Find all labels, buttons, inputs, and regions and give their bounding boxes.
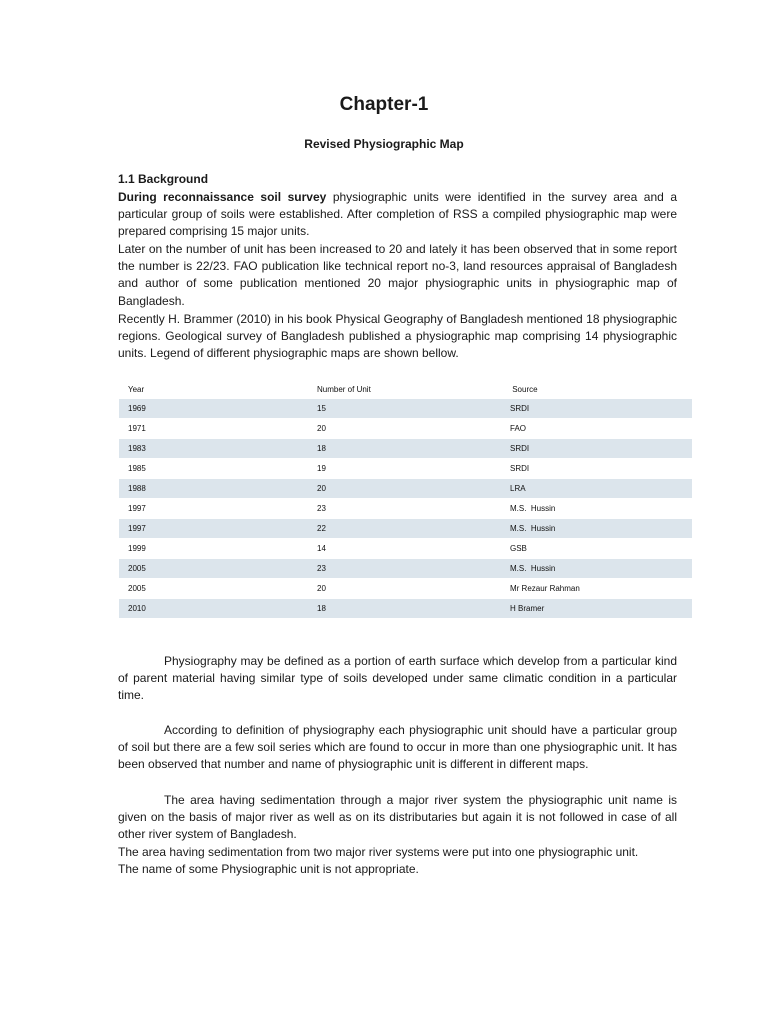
cell-number: 22 [308,519,501,539]
table-row [119,439,692,459]
cell-number: 20 [308,419,501,439]
table-row [119,499,692,519]
paragraph-two-river-systems: The area having sedimentation from two major river systems were put into one physiographic unit. [118,845,639,859]
paragraph-background-2: Later on the number of unit has been increased to 20 and lately it has been observed that in some report the number is 22/23. FAO publication like technical report no-3, land resources appraisal of Bangladesh and author of some publication mentioned 20 major physiographic units in physiographic map of Bangladesh. [118,242,677,308]
cell-year: 1969 [119,399,308,419]
cell-year: 2005 [119,559,308,579]
cell-source: SRDI [501,399,692,419]
cell-source: M.S. Hussin [501,519,692,539]
cell-source: M.S. Hussin [501,499,692,519]
cell-number: 18 [308,599,501,619]
cell-number: 18 [308,439,501,459]
document-subtitle: Revised Physiographic Map [304,137,464,151]
cell-number: 23 [308,559,501,579]
cell-number: 14 [308,539,501,559]
cell-year: 1988 [119,479,308,499]
column-header-source: Source [510,385,538,394]
cell-source: FAO [501,419,692,439]
table-header-row [119,380,692,399]
cell-year: 1997 [119,499,308,519]
column-header-year: Year [128,385,145,394]
bold-phrase: During reconnaissance soil survey [118,190,327,204]
cell-source: M.S. Hussin [501,559,692,579]
cell-source: H Bramer [501,599,692,619]
cell-source: SRDI [501,459,692,479]
table-row [119,419,692,439]
cell-year: 1997 [119,519,308,539]
cell-source: SRDI [501,439,692,459]
chapter-title: Chapter-1 [339,94,429,115]
cell-year: 1999 [119,539,308,559]
cell-year: 2005 [119,579,308,599]
paragraph-physiography-units: According to definition of physiography each physiographic unit should have a particular group of soil but there are a few soil series which are found to occur in more than one physiographic unit. It has been observed that number and name of physiographic unit is different in different maps. [118,723,677,772]
cell-year: 1983 [119,439,308,459]
table-row [119,399,692,419]
table-row [119,519,692,539]
table-row [119,599,692,619]
table-row [119,539,692,559]
table-row [119,559,692,579]
paragraph-unit-names: The name of some Physiographic unit is not appropriate. [118,862,419,876]
cell-year: 1985 [119,459,308,479]
table-row [119,459,692,479]
cell-source: Mr Rezaur Rahman [501,579,692,599]
cell-source: GSB [501,539,692,559]
paragraph-background-1 [118,189,677,241]
paragraph-physiography-definition: Physiography may be defined as a portion of earth surface which develop from a particular kind of parent material having similar type of soils developed under same climatic condition in a particular time. [118,654,677,703]
column-header-number-of-unit: Number of Unit [317,385,371,394]
cell-source: LRA [501,479,692,499]
cell-number: 19 [308,459,501,479]
cell-number: 15 [308,399,501,419]
cell-year: 2010 [119,599,308,619]
cell-year: 1971 [119,419,308,439]
table-row [119,579,692,599]
physiographic-units-table [119,380,692,619]
paragraph-river-system: The area having sedimentation through a major river system the physiographic unit name is given on the basis of major river as well as on its distributaries but again it is not followed in case of all other river system of Bangladesh. [118,793,677,842]
cell-number: 23 [308,499,501,519]
table-row [119,479,692,499]
paragraph-text: physiographic units were identified in the survey area and a particular group of soils were established. After completion of RSS a compiled physiographic map were prepared comprising 15 major units. [118,190,677,239]
cell-number: 20 [308,579,501,599]
cell-number: 20 [308,479,501,499]
paragraph-background-3: Recently H. Brammer (2010) in his book Physical Geography of Bangladesh mentioned 18 physiographic regions. Geological survey of Bangladesh published a physiographic map comprising 14 physiographic units. Legend of different physiographic maps are shown bellow. [118,312,677,361]
section-heading: 1.1 Background [118,172,209,186]
